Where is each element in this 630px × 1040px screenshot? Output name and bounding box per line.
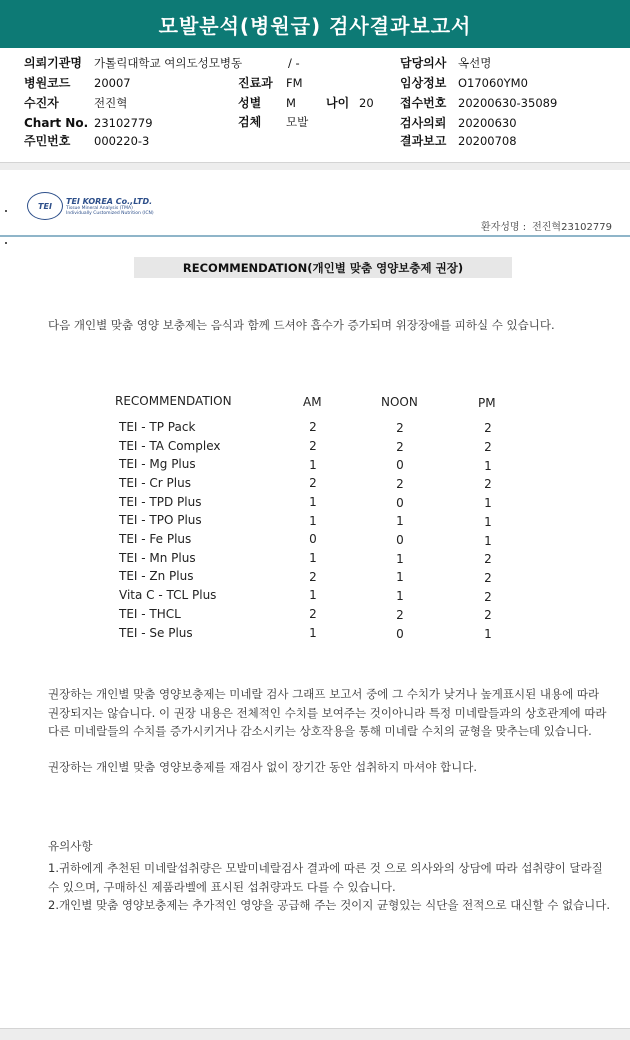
institution-extra: / - [288, 56, 300, 70]
am-dose: 1 [309, 551, 317, 565]
supplement-name: Vita C - TCL Plus [119, 588, 217, 602]
am-dose: 1 [309, 588, 317, 602]
collector-label: 수진자 [24, 96, 59, 110]
institution-value: 가톨릭대학교 여의도성모병동 [94, 56, 243, 70]
tei-logo-mark: TEI [27, 192, 63, 220]
doctor-value: 옥선명 [458, 56, 492, 70]
am-dose: 2 [309, 476, 317, 490]
supplement-name: TEI - Mg Plus [119, 457, 196, 471]
patient-label: 환자성명 : [480, 222, 527, 233]
document-rule [0, 235, 630, 237]
hospital-code-value: 20007 [94, 76, 131, 90]
noon-dose: 1 [396, 514, 404, 528]
pm-dose: 2 [484, 421, 492, 435]
pm-dose: 2 [484, 552, 492, 566]
panel-separator [0, 162, 630, 170]
department-label: 진료과 [238, 76, 273, 90]
receipt-no-value: 20200630-35089 [458, 96, 558, 110]
notes-heading: 유의사항 [48, 839, 93, 853]
noon-dose: 1 [396, 589, 404, 603]
recommendation-explanation: 권장하는 개인별 맞춤 영양보충제는 미네랄 검사 그래프 보고서 중에 그 수치가 낮거나 높게표시된 내용에 따라 권장되지는 않습니다. 이 권장 내용은 전체적인 수치를 보여주는 것이아니라 특정 미네랄들과의 상호관계에 따라 다른 미네랄들의 수치를 증가시키거나 감소시키는 상호작용을 통해 미네랄 수치의 균형을 맞추는데 있습니다. [48, 687, 607, 738]
tei-logo-name: TEI KOREA Co.,LTD. [66, 196, 153, 206]
specimen-label: 검체 [238, 115, 262, 129]
note-item-2: 2.개인별 맞춤 영양보충제는 추가적인 영양을 공급해 주는 것이지 균형있는 식단을 전적으로 대신할 수 없습니다. [48, 898, 611, 912]
bottom-strip [0, 1028, 630, 1040]
am-dose: 1 [309, 495, 317, 509]
collector-value: 전진혁 [94, 96, 128, 110]
recommendation-intro: 다음 개인별 맞춤 영양 보충제는 음식과 함께 드셔야 흡수가 증가되며 위장장애를 피하실 수 있습니다. [48, 318, 555, 332]
column-header-recommendation: RECOMMENDATION [115, 394, 232, 408]
supplement-name: TEI - Se Plus [119, 626, 193, 640]
recommendation-warning: 권장하는 개인별 맞춤 영양보충제를 재검사 없이 장기간 동안 섭취하지 마셔야 합니다. [48, 760, 478, 774]
tei-logo-subtitle-1: Tissue Mineral Analysis (TMA) [66, 205, 133, 211]
margin-dot [5, 210, 7, 212]
supplement-name: TEI - THCL [119, 607, 181, 621]
supplement-name: TEI - Fe Plus [119, 532, 192, 546]
sex-value: M [286, 96, 296, 110]
request-date-value: 20200630 [458, 116, 517, 130]
resident-no-label: 주민번호 [24, 134, 71, 148]
pm-dose: 2 [484, 571, 492, 585]
hospital-code-label: 병원코드 [24, 76, 71, 90]
pm-dose: 2 [484, 477, 492, 491]
supplement-name: TEI - Zn Plus [119, 569, 194, 583]
patient-line [481, 218, 612, 233]
supplement-name: TEI - TPD Plus [119, 495, 202, 509]
pm-dose: 2 [484, 608, 492, 622]
supplement-name: TEI - Mn Plus [119, 551, 196, 565]
age-value: 20 [359, 96, 374, 110]
pm-dose: 1 [484, 515, 492, 529]
sex-label: 성별 [238, 96, 262, 110]
margin-dot [5, 242, 7, 244]
chart-no-value: 23102779 [94, 116, 153, 130]
pm-dose: 1 [484, 534, 492, 548]
clinical-info-label: 임상정보 [400, 76, 447, 90]
age-label: 나이 [326, 96, 350, 110]
recommendation-title: RECOMMENDATION(개인별 맞춤 영양보충제 권장) [134, 257, 512, 278]
patient-name: 전진혁23102779 [532, 222, 612, 233]
chart-no-label: Chart No. [24, 116, 89, 130]
clinical-info-value: O17060YM0 [458, 76, 528, 90]
supplement-name: TEI - Cr Plus [119, 476, 191, 490]
note-item-1: 1.귀하에게 추천된 미네랄섭취량은 모발미네랄검사 결과에 따른 것 으로 의사와의 상담에 따라 섭취량이 달라질 수 있으며, 구매하신 제품라벨에 표시된 섭취량과도 다를 수 있습니다. [48, 861, 603, 894]
noon-dose: 0 [396, 627, 404, 641]
supplement-name: TEI - TPO Plus [119, 513, 202, 527]
column-header-noon: NOON [381, 395, 418, 409]
noon-dose: 2 [396, 440, 404, 454]
report-date-value: 20200708 [458, 134, 517, 148]
noon-dose: 0 [396, 533, 404, 547]
institution-label: 의뢰기관명 [24, 56, 82, 70]
pm-dose: 2 [484, 590, 492, 604]
tei-logo [27, 192, 154, 220]
doctor-label: 담당의사 [400, 56, 447, 70]
pm-dose: 1 [484, 496, 492, 510]
request-date-label: 검사의뢰 [400, 116, 447, 130]
noon-dose: 2 [396, 421, 404, 435]
am-dose: 2 [309, 420, 317, 434]
noon-dose: 2 [396, 477, 404, 491]
am-dose: 0 [309, 532, 317, 546]
supplement-name: TEI - TA Complex [119, 439, 221, 453]
am-dose: 1 [309, 458, 317, 472]
am-dose: 1 [309, 626, 317, 640]
pm-dose: 2 [484, 440, 492, 454]
am-dose: 2 [309, 570, 317, 584]
pm-dose: 1 [484, 459, 492, 473]
pm-dose: 1 [484, 627, 492, 641]
column-header-am: AM [303, 395, 322, 409]
am-dose: 2 [309, 439, 317, 453]
resident-no-value: 000220-3 [94, 134, 150, 148]
noon-dose: 1 [396, 570, 404, 584]
am-dose: 1 [309, 514, 317, 528]
receipt-no-label: 접수번호 [400, 96, 447, 110]
noon-dose: 2 [396, 608, 404, 622]
column-header-pm: PM [478, 396, 496, 410]
supplement-name: TEI - TP Pack [119, 420, 196, 434]
noon-dose: 0 [396, 496, 404, 510]
department-value: FM [286, 76, 303, 90]
report-title: 모발분석(병원급) 검사결과보고서 [0, 0, 630, 48]
noon-dose: 0 [396, 458, 404, 472]
tei-logo-subtitle-2: Individually Customized Nutrition (ICN) [66, 210, 154, 216]
report-date-label: 결과보고 [400, 134, 447, 148]
noon-dose: 1 [396, 552, 404, 566]
specimen-value: 모발 [286, 115, 309, 129]
am-dose: 2 [309, 607, 317, 621]
